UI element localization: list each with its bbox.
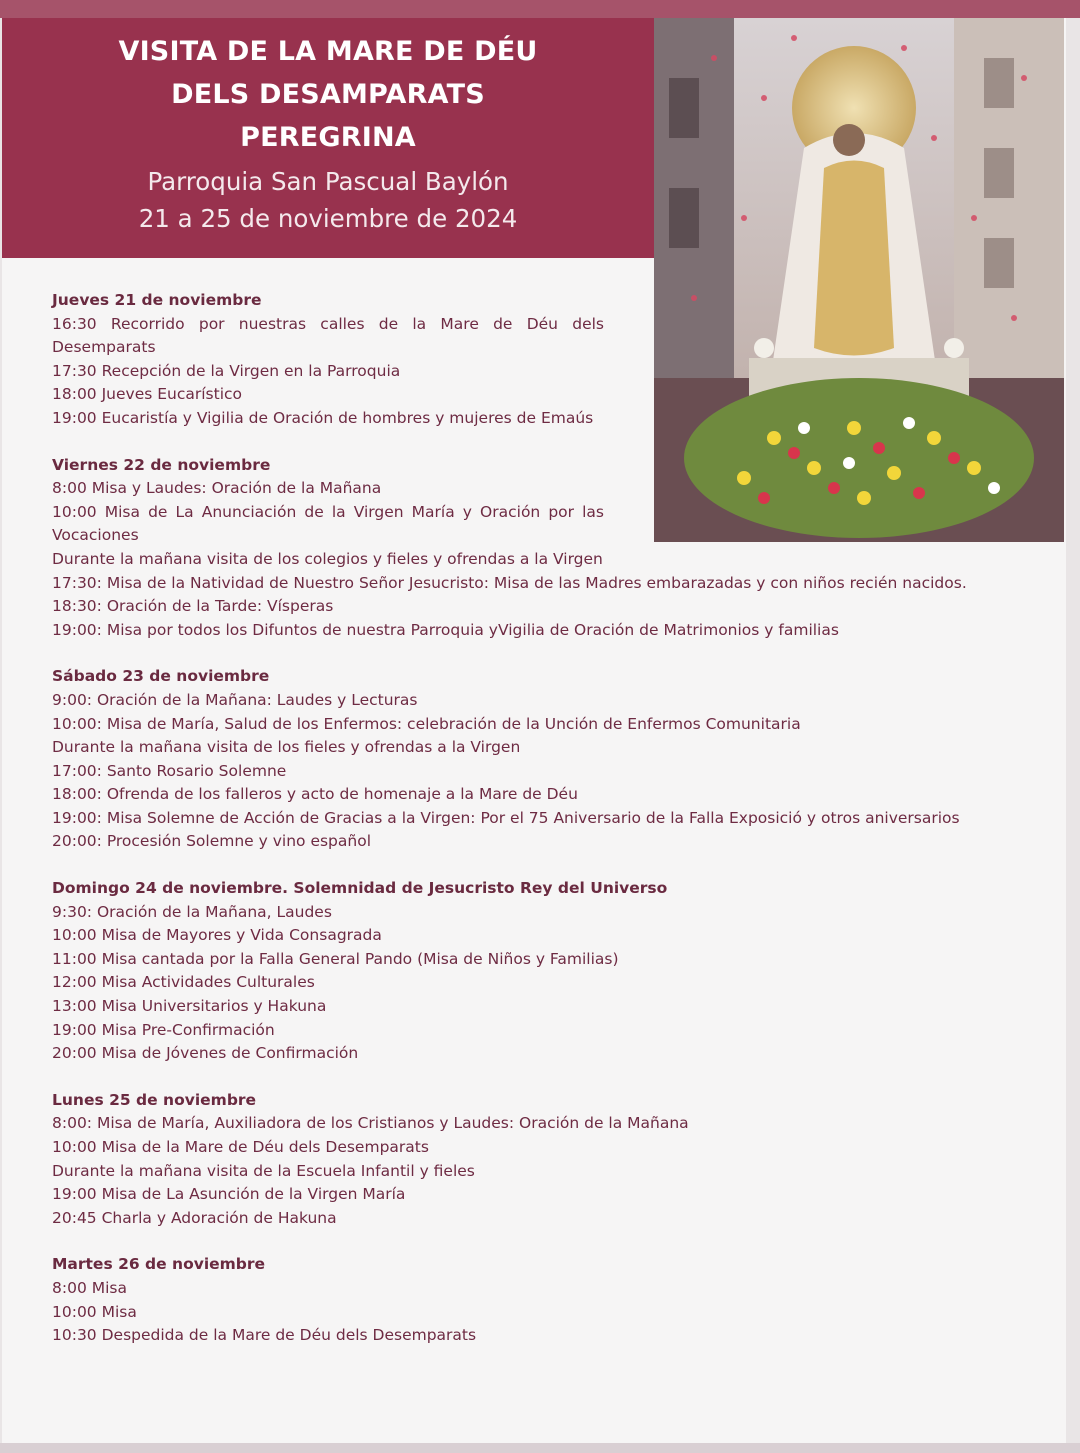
title-line: VISITA DE LA MARE DE DÉU [118,36,538,67]
schedule-item: 10:00 Misa de la Mare de Déu dels Desemparats [52,1138,429,1156]
schedule-item: 16:30 Recorrido por nuestras calles de la Mare de Déu dels Desemparats [52,314,604,357]
day-title: Sábado 23 de noviembre [52,667,270,686]
day-block-jueves [52,289,1032,431]
title-line: PEREGRINA [240,122,416,153]
schedule-item: 9:30: Oración de la Mañana, Laudes [52,902,332,921]
schedule-item: 20:45 Charla y Adoración de Hakuna [52,1208,337,1227]
header-box [2,18,654,258]
schedule-item: 11:00 Misa cantada por la Falla General Pando (Misa de Niños y Familias) [52,949,619,968]
schedule-item: 19:00 Eucaristía y Vigilia de Oración de hombres y mujeres de Emaús [52,408,594,427]
schedule-item: 8:00 Misa [52,1278,127,1297]
subtitle-line: Parroquia San Pascual Baylón [147,167,509,196]
day-title: Martes 26 de noviembre [52,1255,266,1274]
schedule-item: 12:00 Misa Actividades Culturales [52,973,315,992]
schedule-item: 18:00: Ofrenda de los falleros y acto de homenaje a la Mare de Déu [52,785,578,804]
schedule-item: 10:00 Misa [52,1302,137,1321]
day-block-martes [52,1253,1032,1347]
day-title: Viernes 22 de noviembre [52,455,271,474]
day-block-domingo [52,877,1032,1066]
schedule-item: Durante la mañana visita de la Escuela Infantil y fieles [52,1161,475,1180]
schedule-item: Durante la mañana visita de los colegios y fieles y ofrendas a la Virgen [52,549,603,568]
schedule-item: 19:00: Misa por todos los Difuntos de nuestra Parroquia yVigilia de Oración de Matrimonios y familias [52,620,839,639]
schedule-item: 17:30: Misa de la Natividad de Nuestro Señor Jesucristo: Misa de las Madres embarazadas y con niños recién nacidos. [52,573,967,592]
schedule-item: 18:00 Jueves Eucarístico [52,385,243,404]
schedule-item: 19:00: Misa Solemne de Acción de Gracias a la Virgen: Por el 75 Aniversario de la Falla Exposició y otros aniversarios [52,808,960,827]
schedule-item: 17:00: Santo Rosario Solemne [52,761,287,780]
schedule-item: 10:00 Misa de Mayores y Vida Consagrada [52,926,382,945]
schedule-item: 8:00: Misa de María, Auxiliadora de los Cristianos y Laudes: Oración de la Mañana [52,1114,689,1133]
schedule-item: 10:00: Misa de María, Salud de los Enfermos: celebración de la Unción de Enfermos Comunitaria [52,714,801,733]
day-title: Jueves 21 de noviembre [52,291,262,309]
schedule-item: 19:00 Misa Pre-Confirmación [52,1020,275,1039]
schedule-item: 9:00: Oración de la Mañana: Laudes y Lecturas [52,690,418,709]
top-band [0,0,1080,18]
poster [2,18,1066,1443]
day-block-lunes [52,1089,1032,1231]
schedule-item: 17:30 Recepción de la Virgen en la Parroquia [52,361,401,380]
schedule-item: 19:00 Misa de La Asunción de la Virgen María [52,1185,406,1204]
subtitle-line: 21 a 25 de noviembre de 2024 [138,204,518,233]
schedule [52,289,1032,1371]
schedule-item: 20:00 Misa de Jóvenes de Confirmación [52,1044,359,1063]
title-line: DELS DESAMPARATS [171,79,485,110]
schedule-item: 20:00: Procesión Solemne y vino español [52,832,372,851]
schedule-item: 10:00 Misa de La Anunciación de la Virgen María y Oración por las Vocaciones [52,502,604,545]
bottom-band [0,1443,1080,1453]
poster-title [2,30,654,159]
schedule-item: 8:00 Misa y Laudes: Oración de la Mañana [52,479,382,498]
day-title: Domingo 24 de noviembre. Solemnidad de Jesucristo Rey del Universo [52,879,668,898]
schedule-item: Durante la mañana visita de los fieles y ofrendas a la Virgen [52,738,521,757]
day-block-sabado [52,665,1032,854]
schedule-item: 18:30: Oración de la Tarde: Vísperas [52,597,334,616]
schedule-item: 13:00 Misa Universitarios y Hakuna [52,997,327,1016]
day-block-viernes [52,454,1032,643]
day-title: Lunes 25 de noviembre [52,1090,257,1109]
schedule-item: 10:30 Despedida de la Mare de Déu dels Desemparats [52,1326,477,1345]
poster-subtitle [2,163,654,237]
